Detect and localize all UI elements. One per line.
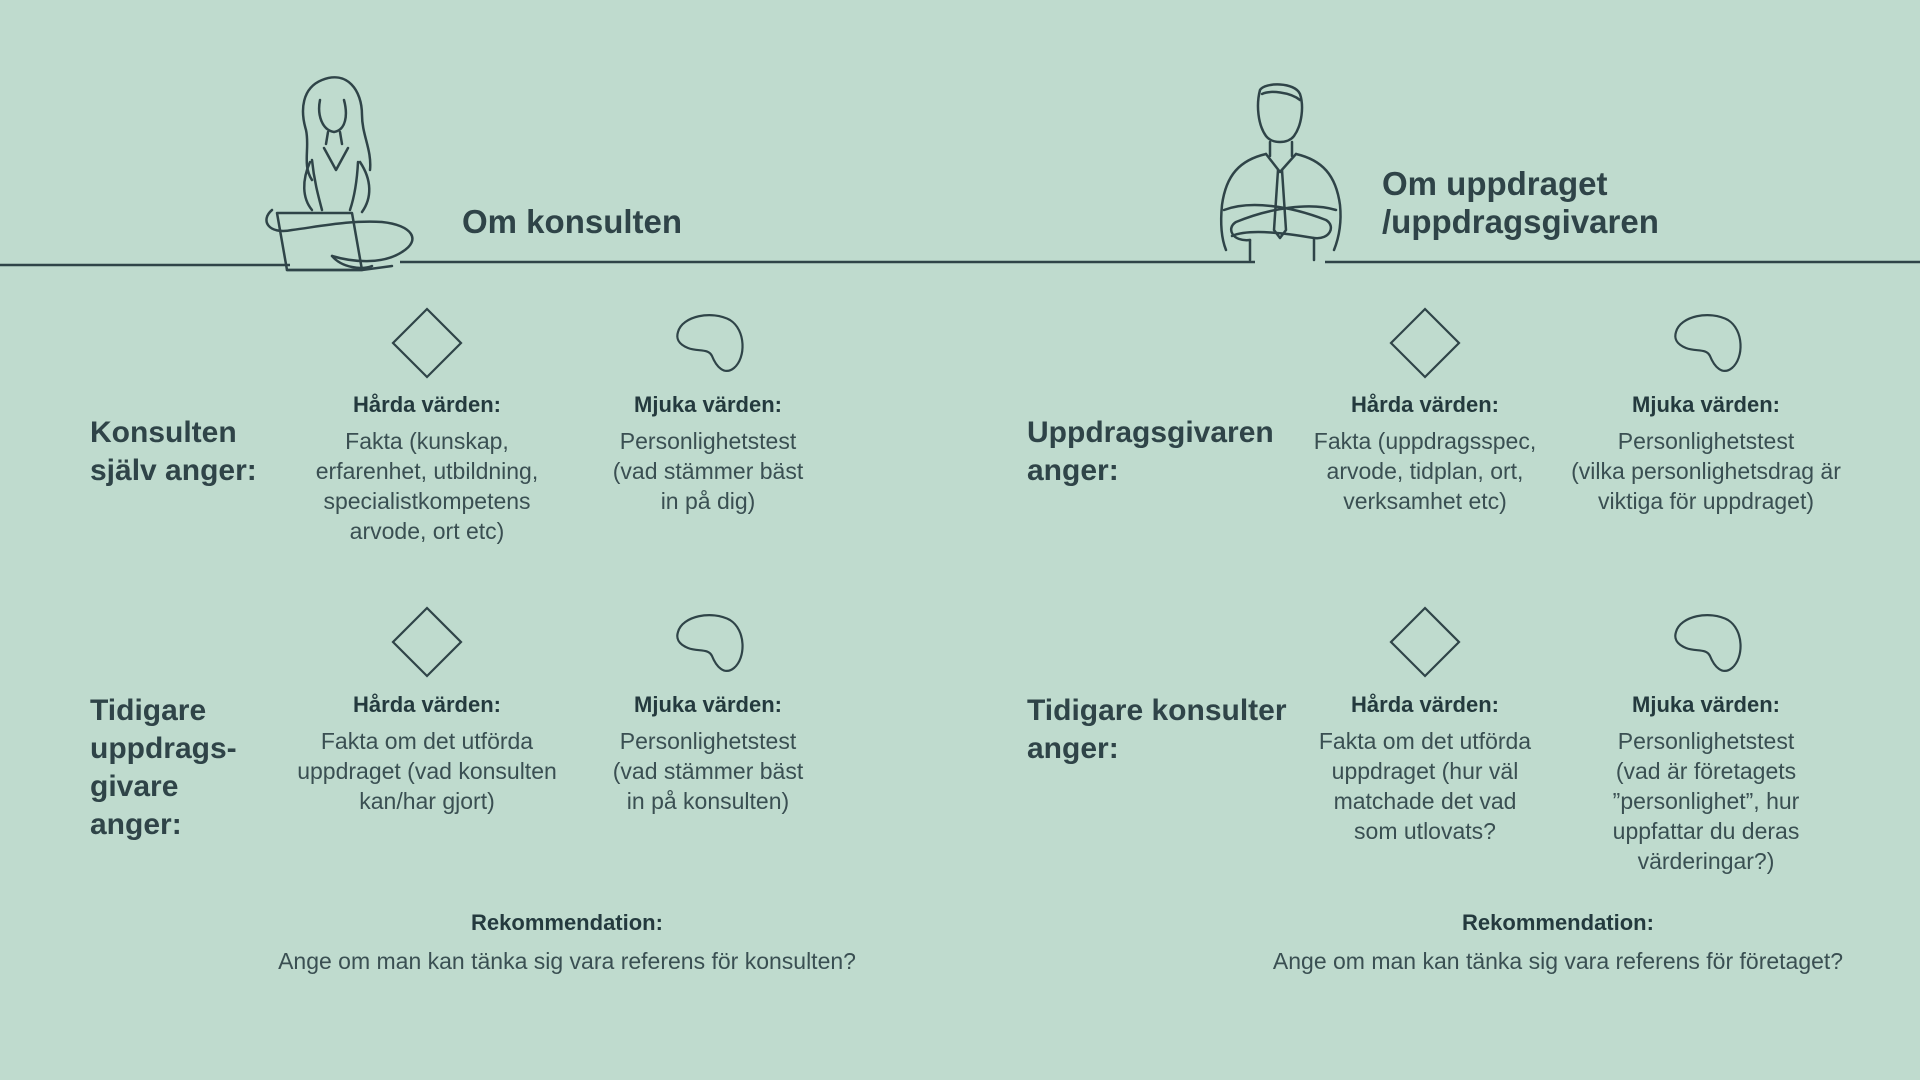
soft-values-heading: Mjuka värden: bbox=[1632, 692, 1780, 717]
section-title-assignment: Om uppdraget /uppdragsgivaren bbox=[1382, 165, 1659, 240]
soft-values-heading: Mjuka värden: bbox=[1632, 392, 1780, 417]
diamond-icon bbox=[391, 606, 463, 678]
recommendation-heading: Rekommendation: bbox=[471, 910, 663, 935]
diamond-icon bbox=[1389, 307, 1461, 379]
hard-values-client bbox=[1275, 390, 1575, 516]
man-arms-crossed-illustration bbox=[1210, 80, 1360, 270]
recommendation-text: Ange om man kan tänka sig vara referens för företaget? bbox=[1272, 948, 1844, 974]
soft-values-previous-consultants bbox=[1556, 690, 1856, 876]
hard-values-heading: Hårda värden: bbox=[1351, 692, 1499, 717]
diamond-icon bbox=[391, 307, 463, 379]
soft-values-text: Personlighetstest (vad är företagets ”personlighet”, hur uppfattar du deras värderingar?) bbox=[1612, 728, 1800, 874]
soft-values-heading: Mjuka värden: bbox=[634, 692, 782, 717]
recommendation-text: Ange om man kan tänka sig vara referens för konsulten? bbox=[278, 948, 856, 974]
section-title-consultant: Om konsulten bbox=[462, 203, 683, 240]
hard-values-heading: Hårda värden: bbox=[353, 692, 501, 717]
hard-values-previous-consultants bbox=[1275, 690, 1575, 846]
diamond-icon bbox=[1389, 606, 1461, 678]
brain-icon bbox=[1670, 312, 1742, 374]
hard-values-heading: Hårda värden: bbox=[1351, 392, 1499, 417]
recommendation-heading: Rekommendation: bbox=[1462, 910, 1654, 935]
row-label-previous-clients: Tidigare uppdrags- givare anger: bbox=[90, 694, 237, 841]
recommendation-company bbox=[1178, 908, 1920, 976]
hard-values-previous-clients bbox=[277, 690, 577, 816]
soft-values-text: Personlighetstest (vad stämmer bäst in på konsulten) bbox=[612, 728, 804, 814]
hard-values-text: Fakta om det utförda uppdraget (vad konsulten kan/har gjort) bbox=[297, 728, 557, 814]
row-label-client: Uppdragsgivaren anger: bbox=[1027, 416, 1274, 487]
hard-values-consultant-self bbox=[277, 390, 577, 546]
hard-values-text: Fakta (uppdragsspec, arvode, tidplan, ort, verksamhet etc) bbox=[1313, 428, 1537, 514]
soft-values-previous-clients bbox=[558, 690, 858, 816]
hard-values-heading: Hårda värden: bbox=[353, 392, 501, 417]
recommendation-consultant bbox=[187, 908, 947, 976]
hard-values-text: Fakta om det utförda uppdraget (hur väl matchade det vad som utlovats? bbox=[1318, 728, 1532, 844]
row-label-previous-consultants: Tidigare konsulter anger: bbox=[1027, 694, 1287, 765]
brain-icon bbox=[1670, 612, 1742, 674]
soft-values-consultant-self bbox=[558, 390, 858, 516]
soft-values-text: Personlighetstest (vilka personlighetsdrag är viktiga för uppdraget) bbox=[1571, 428, 1841, 514]
soft-values-text: Personlighetstest (vad stämmer bäst in på dig) bbox=[612, 428, 804, 514]
woman-with-laptop-illustration bbox=[262, 70, 442, 280]
brain-icon bbox=[672, 312, 744, 374]
soft-values-heading: Mjuka värden: bbox=[634, 392, 782, 417]
brain-icon bbox=[672, 612, 744, 674]
row-label-consultant-self: Konsulten själv anger: bbox=[90, 416, 257, 487]
soft-values-client bbox=[1546, 390, 1866, 516]
hard-values-text: Fakta (kunskap, erfarenhet, utbildning, specialistkompetens arvode, ort etc) bbox=[315, 428, 539, 544]
